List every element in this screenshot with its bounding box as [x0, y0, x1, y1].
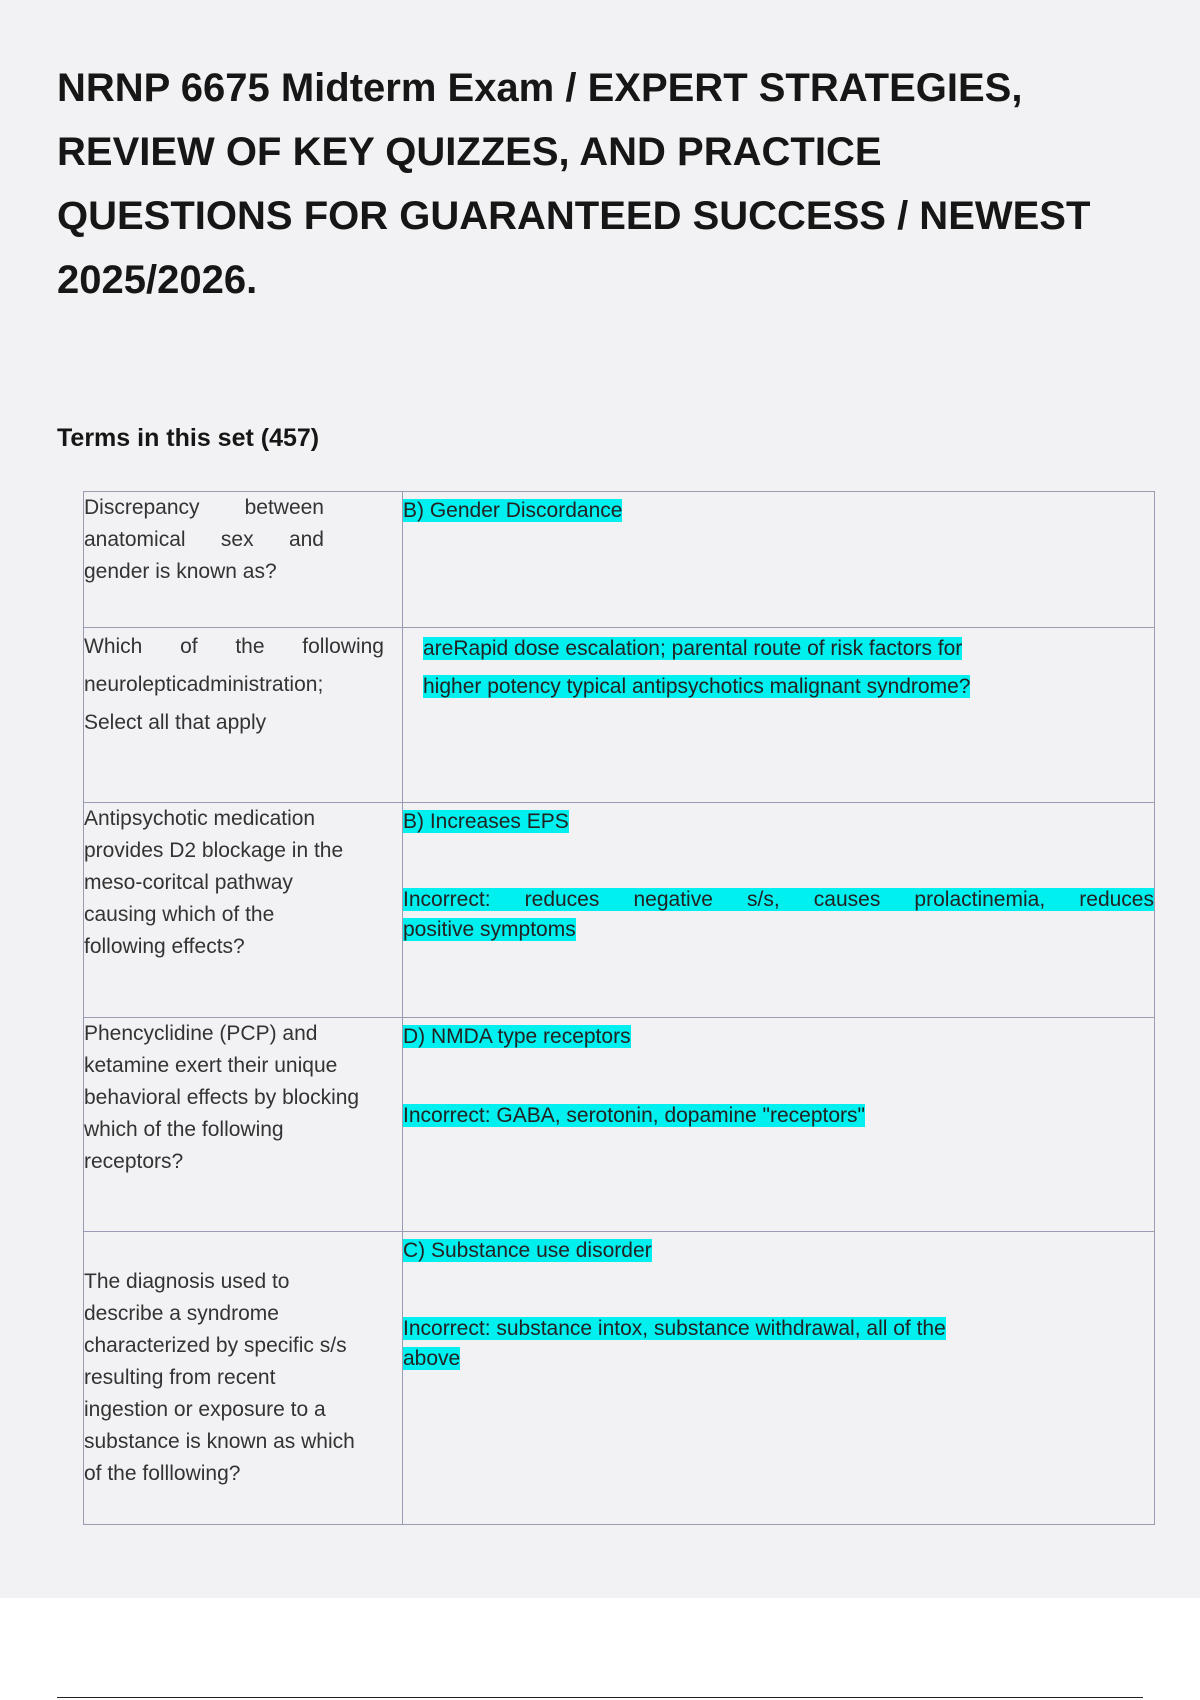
answer-text: B) Gender Discordance [403, 499, 623, 522]
answer-text: higher potency typical antipsychotics malignant syndrome? [423, 675, 971, 698]
question-line: Antipsychotic medication [84, 807, 316, 830]
question-line: gender is known as? [84, 560, 277, 583]
question-line: The diagnosis used to [84, 1270, 290, 1293]
answer-cell [403, 628, 1155, 803]
incorrect-text: above [403, 1347, 461, 1370]
question-line: anatomical sex and [84, 528, 324, 551]
table-row [84, 1018, 1155, 1232]
table-row [84, 1232, 1155, 1525]
answer-text: areRapid dose escalation; parental route of risk factors for [423, 637, 963, 660]
terms-table [83, 491, 1155, 1525]
question-text: Which of the following [84, 635, 384, 658]
question-cell [84, 1232, 403, 1525]
question-line: meso-coritcal pathway [84, 871, 293, 894]
table-row [84, 492, 1155, 628]
table-row [84, 803, 1155, 1018]
answer-text: B) Increases EPS [403, 810, 569, 833]
question-line: Select all that apply [84, 711, 267, 734]
question-line: which of the following [84, 1118, 284, 1141]
question-line: ketamine exert their unique [84, 1054, 338, 1077]
question-line [84, 673, 323, 696]
question-line: provides D2 blockage in the [84, 839, 344, 862]
footer-divider [57, 1697, 1143, 1698]
question-cell [84, 492, 403, 628]
question-cell [84, 628, 403, 803]
terms-count-heading: Terms in this set (457) [57, 424, 320, 452]
question-line: resulting from recent [84, 1366, 276, 1389]
question-line: Phencyclidine (PCP) and [84, 1022, 318, 1045]
question-cell [84, 1018, 403, 1232]
question-text: neurolepticadministration; [84, 673, 324, 696]
answer-cell [403, 803, 1155, 1018]
question-line [84, 628, 384, 666]
answer-cell [403, 1018, 1155, 1232]
question-line: ingestion or exposure to a [84, 1398, 326, 1421]
question-line: causing which of the [84, 903, 275, 926]
question-line: describe a syndrome [84, 1302, 279, 1325]
table-row [84, 628, 1155, 803]
incorrect-text: positive symptoms [403, 918, 576, 941]
document-title: NRNP 6675 Midterm Exam / EXPERT STRATEGIES, REVIEW OF KEY QUIZZES, AND PRACTICE QUESTIONS FOR GUARANTEED SUCCESS / NEWEST 2025/2026. [57, 66, 1091, 302]
answer-cell [403, 492, 1155, 628]
incorrect-text: Incorrect: substance intox, substance withdrawal, all of the [403, 1317, 946, 1340]
question-line: of the folllowing? [84, 1462, 241, 1485]
question-line: Discrepancy between [84, 496, 324, 519]
incorrect-text: Incorrect: reduces negative s/s, causes prolactinemia, reduces [403, 888, 1154, 911]
question-line: behavioral effects by blocking [84, 1086, 360, 1109]
question-line: following effects? [84, 935, 245, 958]
question-line: receptors? [84, 1150, 184, 1173]
question-line: characterized by specific s/s [84, 1334, 347, 1357]
question-cell [84, 803, 403, 1018]
answer-cell [403, 1232, 1155, 1525]
answer-text: D) NMDA type receptors [403, 1025, 631, 1048]
answer-text: C) Substance use disorder [403, 1239, 652, 1262]
incorrect-text: Incorrect: GABA, serotonin, dopamine "receptors" [403, 1104, 865, 1127]
question-line: substance is known as which [84, 1430, 355, 1453]
